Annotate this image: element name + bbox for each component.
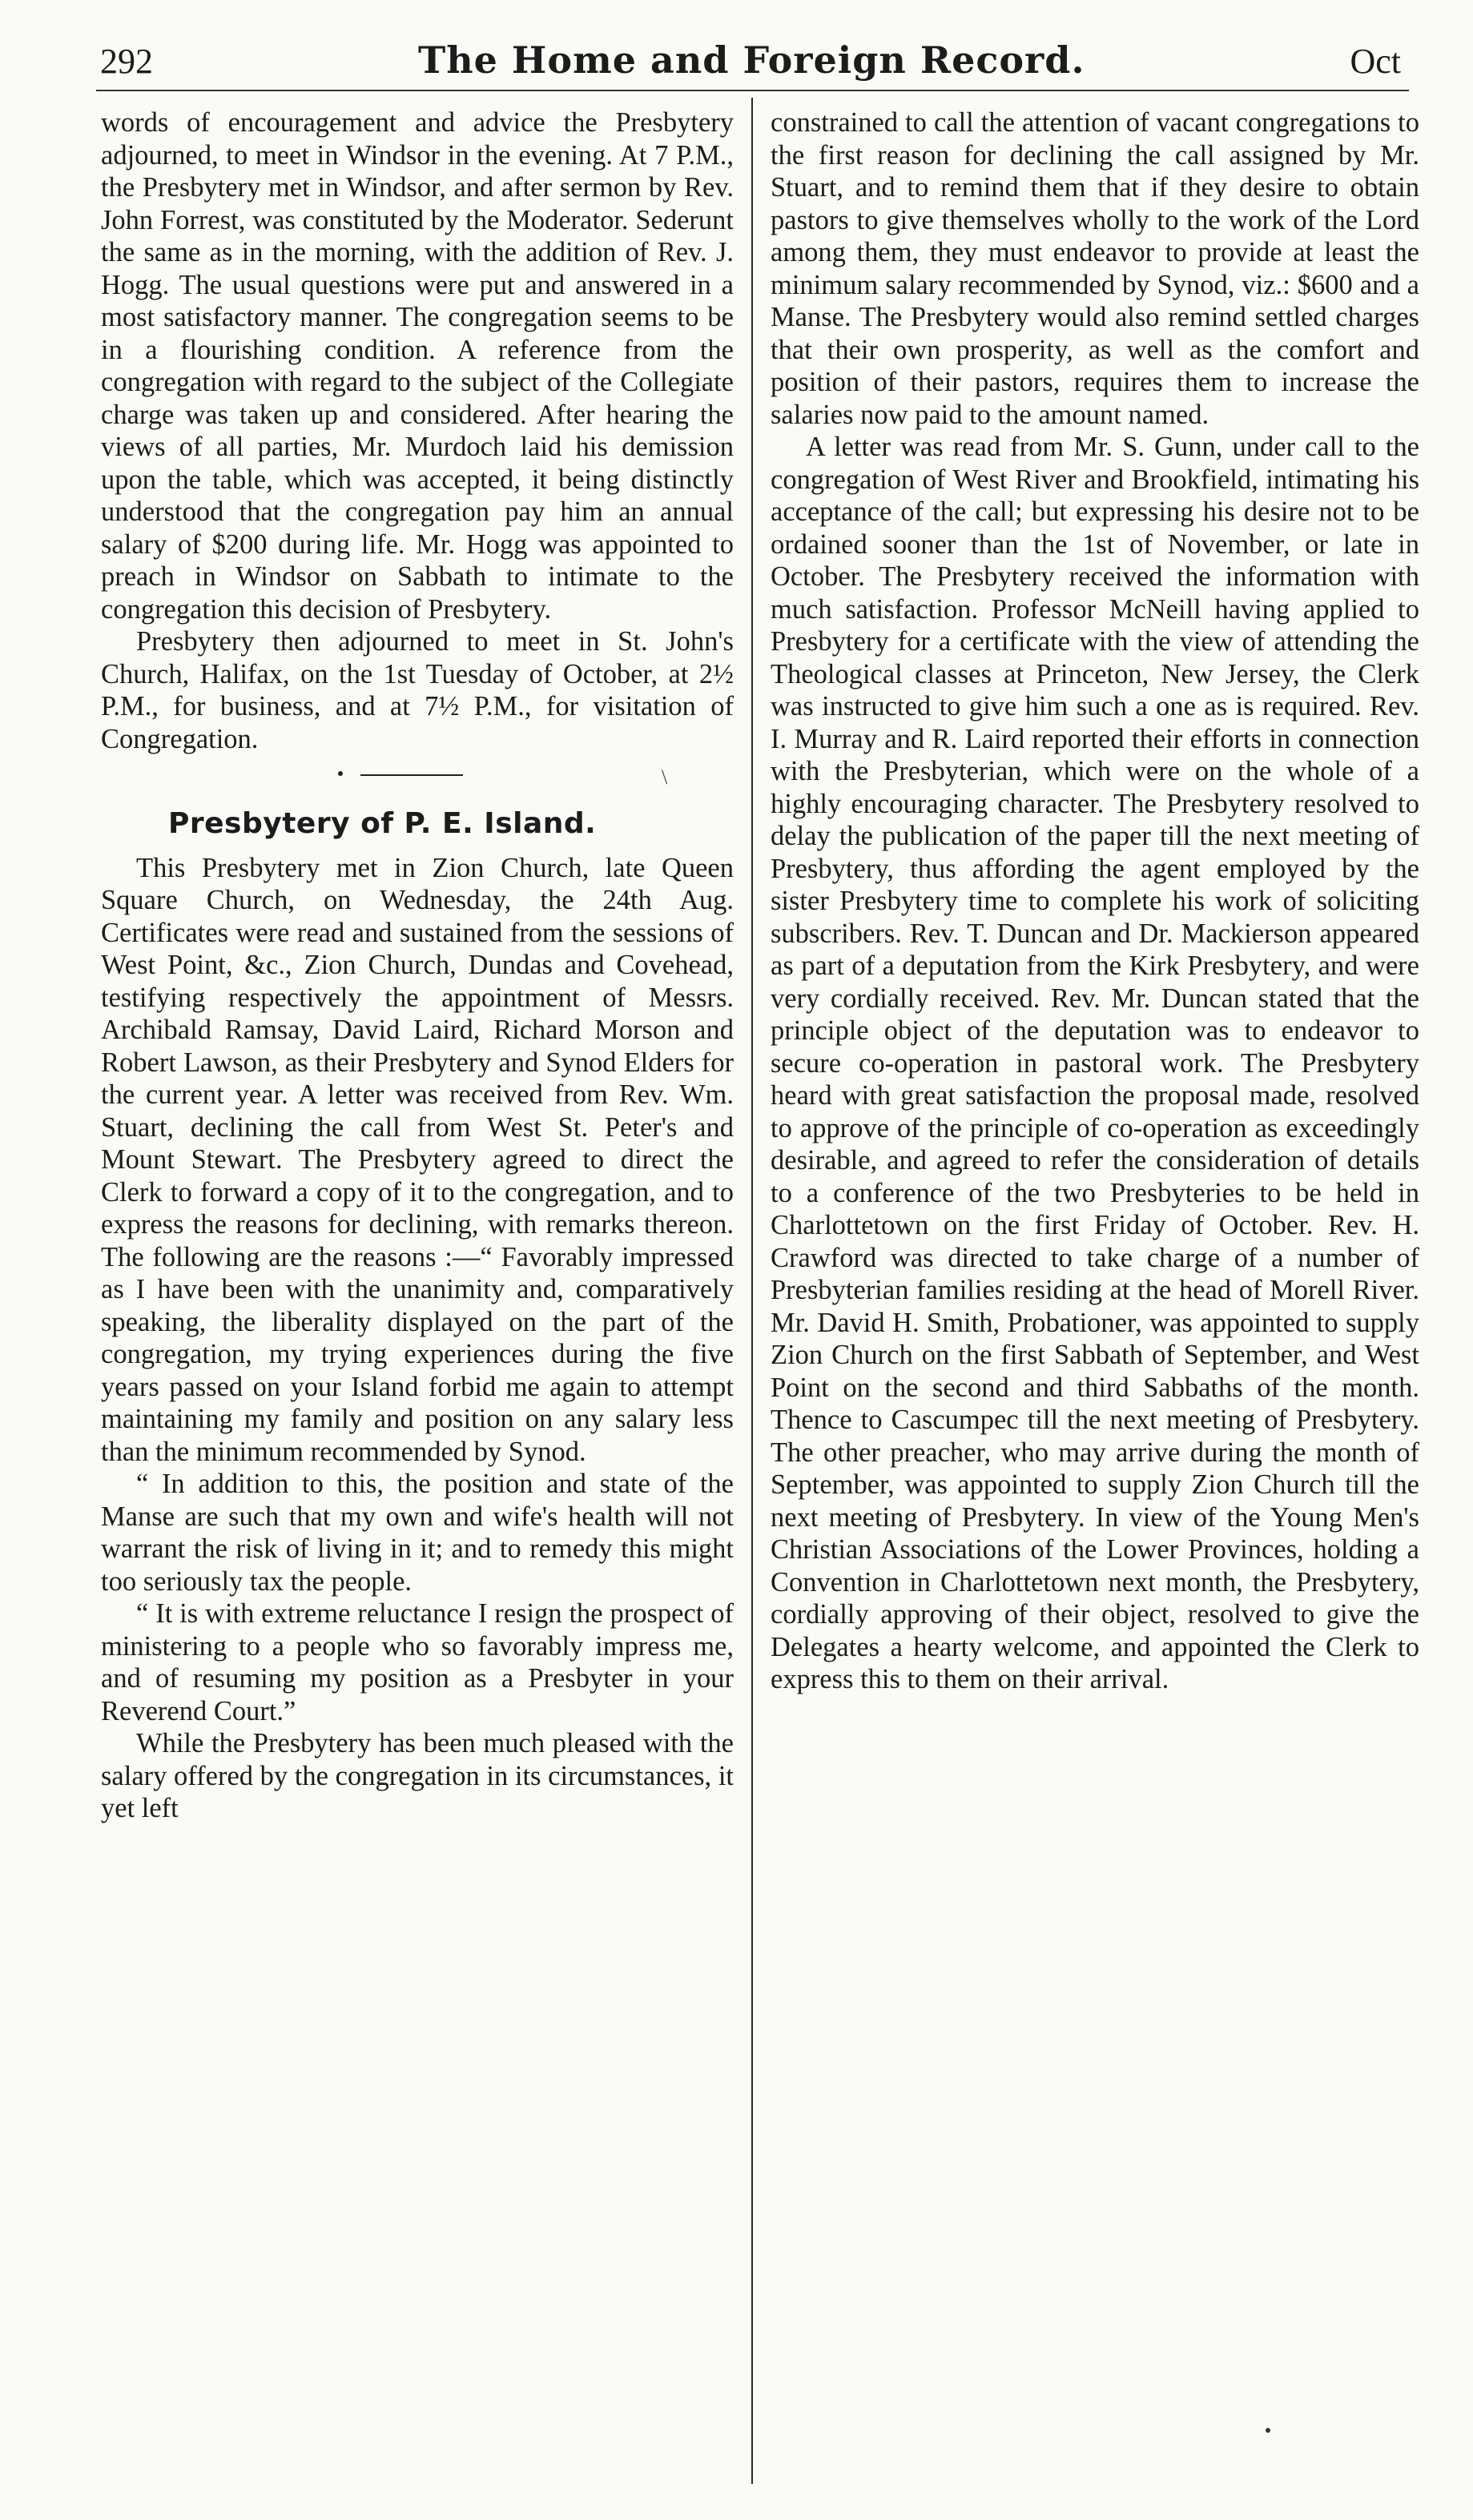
separator-rule (360, 774, 463, 776)
journal-title: The Home and Foreign Record. (417, 38, 1085, 82)
page-number: 292 (100, 42, 153, 81)
stray-mark: \ (662, 766, 668, 789)
paragraph-quote-reluctance: “ It is with extreme reluctance I resign the prospect of ministering to a people who so favorably impress me, and of resuming my position as a Presbyter in your Reverend Court.” (101, 1598, 734, 1726)
column-divider (751, 98, 753, 2484)
paragraph-windsor-meeting: words of encouragement and advice the Presbytery adjourned, to meet in Windsor in the evening. At 7 P.M., the Presbytery met in Windsor, and after sermon by Rev. John Forrest, was constituted by the Moderator. Sederunt the same as in the morning, with the addition of Rev. J. Hogg. The usual questions were put and answered in a most satisfactory manner. The congregation seems to be in a flourishing condition. A reference from the congregation with regard to the subject of the Collegiate charge was taken up and considered. After hearing the views of all parties, Mr. Murdoch laid his demission upon the table, which was accepted, it being distinctly understood that the congregation pay him an annual salary of $200 during life. Mr. Hogg was appointed to preach in Windsor on Sabbath to intimate to the congregation this decision of Presbytery. (101, 107, 734, 625)
header-rule (96, 90, 1409, 91)
header-month: Oct (1350, 42, 1401, 81)
paragraph-zion-church: This Presbytery met in Zion Church, late Queen Square Church, on Wednesday, the 24th Aug. Certificates were read and sustained from the sessions of West Point, &c., Zion Church, Dundas and Covehead, testifying respectively the appointment of Messrs. Archibald Ramsay, David Laird, Richard Morson and Robert Lawson, as their Presbytery and Synod Elders for the current year. A letter was received from Rev. Wm. Stuart, declining the call from West St. Peter's and Mount Stewart. The Presbytery agreed to direct the Clerk to forward a copy of it to the congregation, and to express the reasons for declining, with remarks thereon. The following are the reasons :—“ Favorably impressed as I have been with the unanimity and, comparatively speaking, the liberality displayed on the part of the congregation, my trying experiences during the five years passed on your Island forbid me again to attempt maintaining my family and position on any salary less than the minimum recommended by Synod. (101, 852, 734, 1467)
section-heading: Presbytery of P. E. Island. (168, 807, 597, 840)
left-column (101, 107, 734, 1825)
paragraph-salary: While the Presbytery has been much pleased with the salary offered by the congregation in its circumstances, it yet left (101, 1728, 734, 1823)
paragraph-gunn-letter: A letter was read from Mr. S. Gunn, under call to the congregation of West River and Brookfield, intimating his acceptance of the call; but expressing his desire not to be ordained sooner than the 1st of November, or late in October. The Presbytery received the information with much satisfaction. Professor McNeill having applied to Presbytery for a certificate with the view of attending the Theological classes at Princeton, New Jersey, the Clerk was instructed to give him such a one as is required. Rev. I. Murray and R. Laird reported their efforts in connection with the Presbyterian, which were on the whole of a highly encouraging character. The Presbytery resolved to delay the publication of the paper till the next meeting of Presbytery, thus affording the agent employed by the sister Presbytery time to complete his work of soliciting subscribers. Rev. T. Duncan and Dr. Mackierson appeared as part of a deputation from the Kirk Presbytery, and were very cordially received. Rev. Mr. Duncan stated that the principle object of the deputation was to endeavor to secure co-operation in pastoral work. The Presbytery heard with great satisfaction the proposal made, resolved to approve of the principle of co-operation as exceedingly desirable, and agreed to refer the consideration of details to a conference of the two Presbyteries to be held in Charlottetown on the first Friday of October. Rev. H. Crawford was directed to take charge of a number of Presbyterian families residing at the head of Morell River. Mr. David H. Smith, Probationer, was appointed to supply Zion Church on the first Sabbath of September, and West Point on the second and third Sabbaths of the month. Thence to Cascumpec till the next meeting of Presbytery. The other preacher, who may arrive during the month of September, was appointed to supply Zion Church till the next meeting of Presbytery. In view of the Young Men's Christian Associations of the Lower Provinces, holding a Convention in Charlottetown next month, the Presbytery, cordially approving of their object, resolved to give the Delegates a hearty welcome, and appointed the Clerk to express this to them on their arrival. (771, 432, 1419, 1694)
separator-dot (338, 771, 343, 776)
section-separator (101, 758, 734, 808)
paragraph-adjournment: Presbytery then adjourned to meet in St. John's Church, Halifax, on the 1st Tuesday of October, at 2½ P.M., for business, and at 7½ P.M., for visitation of Congregation. (101, 626, 734, 754)
page-header (100, 18, 1401, 82)
stray-dot (1266, 2428, 1270, 2433)
right-column (771, 107, 1419, 1696)
paragraph-vacant-congregations: constrained to call the attention of vacant congregations to the first reason for declining the call assigned by Mr. Stuart, and to remind them that if they desire to obtain pastors to give themselves wholly to the work of the Lord among them, they must endeavor to provide at least the minimum salary recommended by Synod, viz.: $600 and a Manse. The Presbytery would also remind settled charges that their own prosperity, as well as the comfort and position of their pastors, requires them to increase the salaries now paid to the amount named. (771, 107, 1419, 430)
paragraph-quote-manse: “ In addition to this, the position and state of the Manse are such that my own and wife's health will not warrant the risk of living in it; and to remedy this might too seriously tax the people. (101, 1469, 734, 1597)
